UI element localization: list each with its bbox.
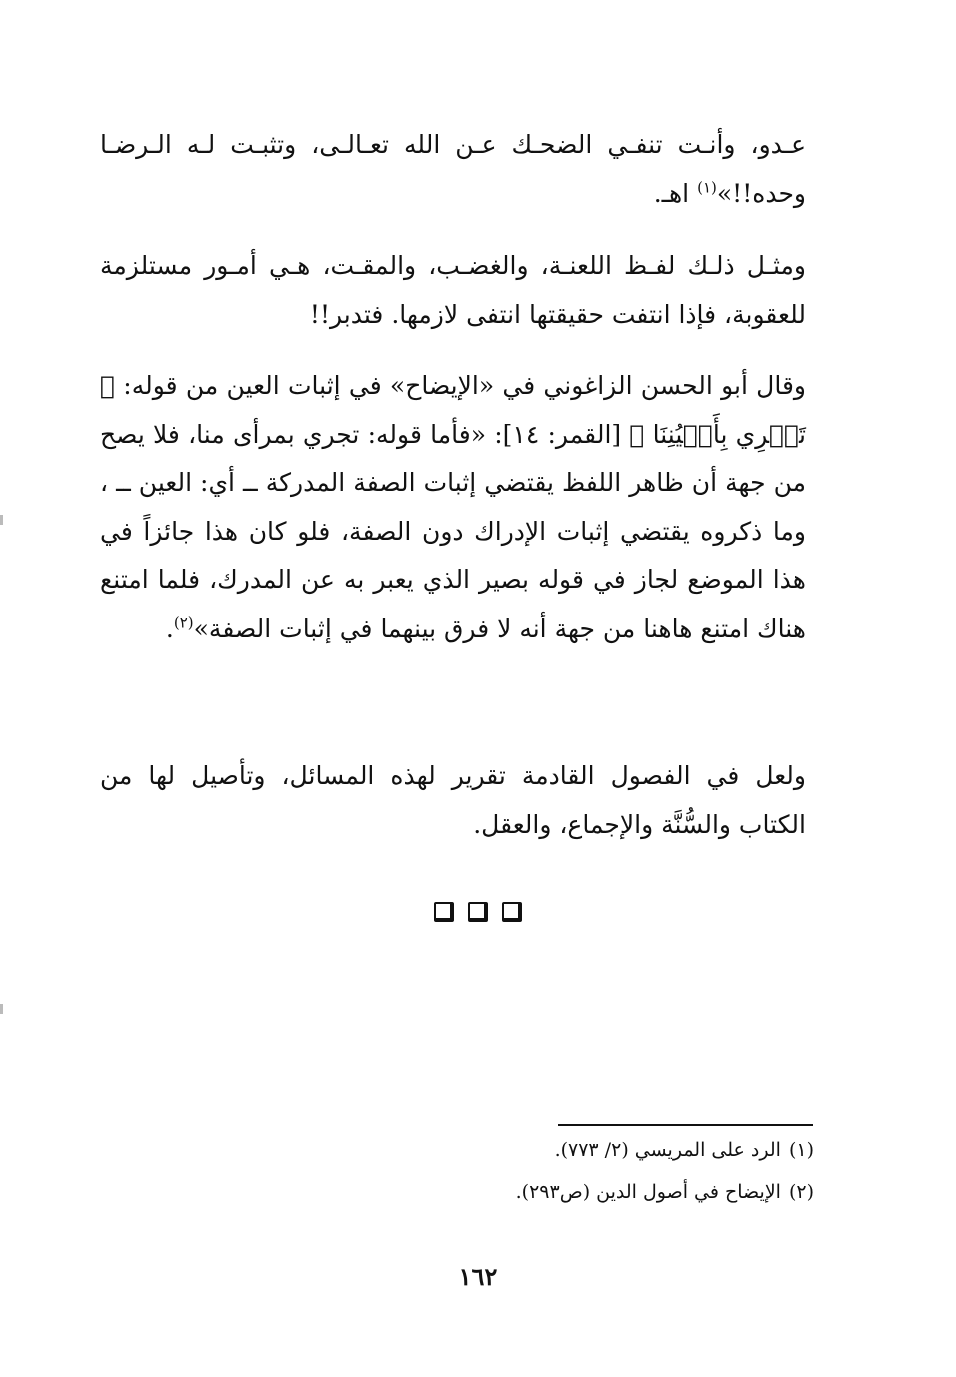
paragraph-1 [100, 121, 806, 218]
paragraph-4 [100, 752, 806, 849]
scan-edge-mark [0, 515, 3, 525]
footnote-ref-1: (١) [697, 178, 717, 197]
paragraph-2-text: ومثـل ذلـك لفـظ اللعنـة، والغضـب، والمقـت، هـي أمـور مستلزمة للعقوبة، فإذا انتفت حقيقتها انتفى لازمها. فتدبر!! [100, 251, 806, 329]
square-ornament-icon [502, 902, 522, 922]
footnote-ref-2: (٢) [173, 613, 194, 632]
paragraph-1-tail: اهـ. [653, 178, 698, 208]
footnote-2-number: (٢) [788, 1181, 814, 1203]
paragraph-3 [100, 362, 806, 653]
paragraph-1-text: عـدو، وأنـت تنفـي الضحـك عـن الله تعـالـى، وتثبـت لـه الـرضـا وحده!!» [100, 130, 806, 208]
footnote-2 [300, 1180, 814, 1204]
paragraph-2 [100, 242, 806, 339]
page-number: ١٦٢ [458, 1262, 498, 1291]
footnote-1 [300, 1138, 814, 1162]
footnote-1-number: (١) [788, 1139, 814, 1161]
square-ornament-icon [468, 902, 488, 922]
footnote-divider [558, 1124, 813, 1126]
scan-edge-mark [0, 1004, 3, 1014]
square-ornament-icon [434, 902, 454, 922]
footnote-1-text: الرد على المريسي (٢/ ٧٧٣). [554, 1139, 781, 1161]
paragraph-3-tail: . [165, 613, 174, 643]
section-separator [0, 902, 956, 922]
paragraph-3-text: وقال أبو الحسن الزاغوني في «الإيضاح» في إثبات العين من قوله: ﴿ تَجۡرِي بِأَعۡيُنِنَا ﴾ [القمر: ١٤]: «فأما قوله: تجري بمرأى منا، فلا يصح من جهة أن ظاهر اللفظ يقتضي إثبات الصفة المدركة ــ أي: العين ــ ، وما ذكروه يقتضي إثبات الإدراك دون الصفة، فلو كان هذا جائزاً في هذا الموضع لجاز في قوله بصير الذي يعبر به عن المدرك، فلما امتنع هناك امتنع هاهنا من جهة أنه لا فرق بينهما في إثبات الصفة» [100, 371, 806, 643]
footnote-2-text: الإيضاح في أصول الدين (ص٢٩٣). [515, 1181, 781, 1203]
paragraph-4-text: ولعل في الفصول القادمة تقرير لهذه المسائل، وتأصيل لها من الكتاب والسُّنَّة والإجماع، والعقل. [100, 761, 806, 839]
